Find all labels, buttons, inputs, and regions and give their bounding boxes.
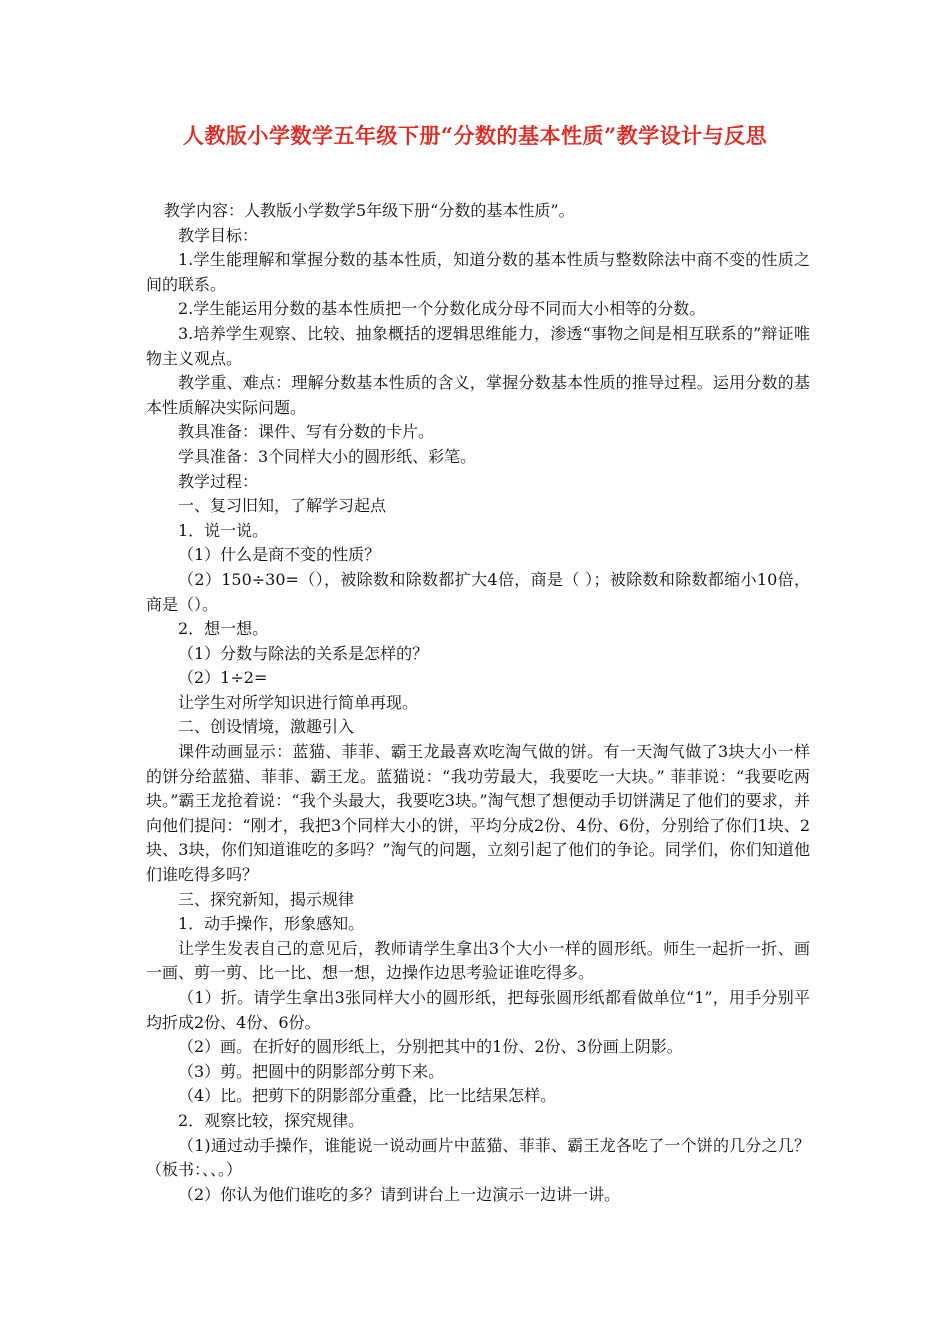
section-heading: 一、复习旧知，了解学习起点 xyxy=(178,496,387,516)
paragraph: 1．动手操作，形象感知。 xyxy=(178,914,365,934)
paragraph: （2）你认为他们谁吃的多？请到讲台上一边演示一边讲一讲。 xyxy=(178,1184,621,1204)
paragraph: 让学生对所学知识进行简单再现。 xyxy=(178,692,419,712)
paragraph: 1.学生能理解和掌握分数的基本性质，知道分数的基本性质与整数除法中商不变的性质之间的联系。 xyxy=(146,250,810,294)
paragraph: （2）1÷2= xyxy=(178,668,268,688)
paragraph: 3.培养学生观察、比较、抽象概括的逻辑思维能力，渗透“事物之间是相互联系的”辩证唯物主义观点。 xyxy=(146,323,810,368)
paragraph: 让学生发表自己的意见后，教师请学生拿出3个大小一样的圆形纸。师生一起折一折、画一画、剪一剪、比一比、想一想，边操作边思考验证谁吃得多。 xyxy=(146,938,810,983)
paragraph: 教学内容：人教版小学数学5年级下册“分数的基本性质”。 xyxy=(164,201,575,220)
paragraph: （1）什么是商不变的性质？ xyxy=(178,545,381,565)
paragraph: （3）剪。把圆中的阴影部分剪下来。 xyxy=(178,1061,445,1081)
paragraph: （2）150÷30=（），被除数和除数都扩大4倍，商是（ ）；被除数和除数都缩小10倍，商是（）。 xyxy=(146,569,810,614)
paragraph: 1．说一说。 xyxy=(178,520,269,540)
paragraph: 课件动画显示：蓝猫、菲菲、霸王龙最喜欢吃淘气做的饼。有一天淘气做了3块大小一样的饼分给蓝猫、菲菲、霸王龙。蓝猫说：“我功劳最大，我要吃一大块。” 菲菲说：“我要吃两块。”霸王龙抢着说：“我个头最大，我要吃3块。”淘气想了想便动手切饼满足了他们的要求，并向他们提问：“刚才，我把3个同样大小的饼，平均分成2份、4份、6份，分别给了你们1块、2块、3块，你们知道谁吃的多吗？”淘气的问题，立刻引起了他们的争论。同学们，你们知道他们谁吃得多吗？ xyxy=(146,742,810,885)
paragraph: 学具准备：3个同样大小的圆形纸、彩笔。 xyxy=(178,446,477,466)
paragraph: 2.学生能运用分数的基本性质把一个分数化成分母不同而大小相等的分数。 xyxy=(178,299,706,319)
paragraph: （1）折。请学生拿出3张同样大小的圆形纸，把每张圆形纸都看做单位“1”，用手分别平均折成2份、4份、6份。 xyxy=(146,988,810,1032)
paragraph: 教具准备：课件、写有分数的卡片。 xyxy=(178,422,435,442)
paragraph: 2．观察比较，探究规律。 xyxy=(178,1110,365,1130)
paragraph: 教学重、难点：理解分数基本性质的含义，掌握分数基本性质的推导过程。运用分数的基本性质解决实际问题。 xyxy=(146,373,810,417)
paragraph: （1)通过动手操作，谁能说一说动画片中蓝猫、菲菲、霸王龙各吃了一个饼的几分之几？（板书：、、。） xyxy=(146,1135,810,1180)
paragraph: 教学过程： xyxy=(178,471,259,491)
paragraph: 2．想一想。 xyxy=(178,619,269,639)
paragraph: （4）比。把剪下的阴影部分重叠，比一比结果怎样。 xyxy=(178,1086,557,1106)
section-heading: 三、探究新知，揭示规律 xyxy=(178,889,355,909)
document-body xyxy=(146,199,810,1207)
paragraph: （1）分数与除法的关系是怎样的？ xyxy=(178,643,429,663)
document-title: 人教版小学数学五年级下册“分数的基本性质”教学设计与反思 xyxy=(182,123,768,148)
paragraph: 教学目标： xyxy=(178,225,259,245)
section-heading: 二、创设情境，激趣引入 xyxy=(178,717,355,737)
paragraph: （2）画。在折好的圆形纸上，分别把其中的1份、2份、3份画上阴影。 xyxy=(178,1037,683,1057)
